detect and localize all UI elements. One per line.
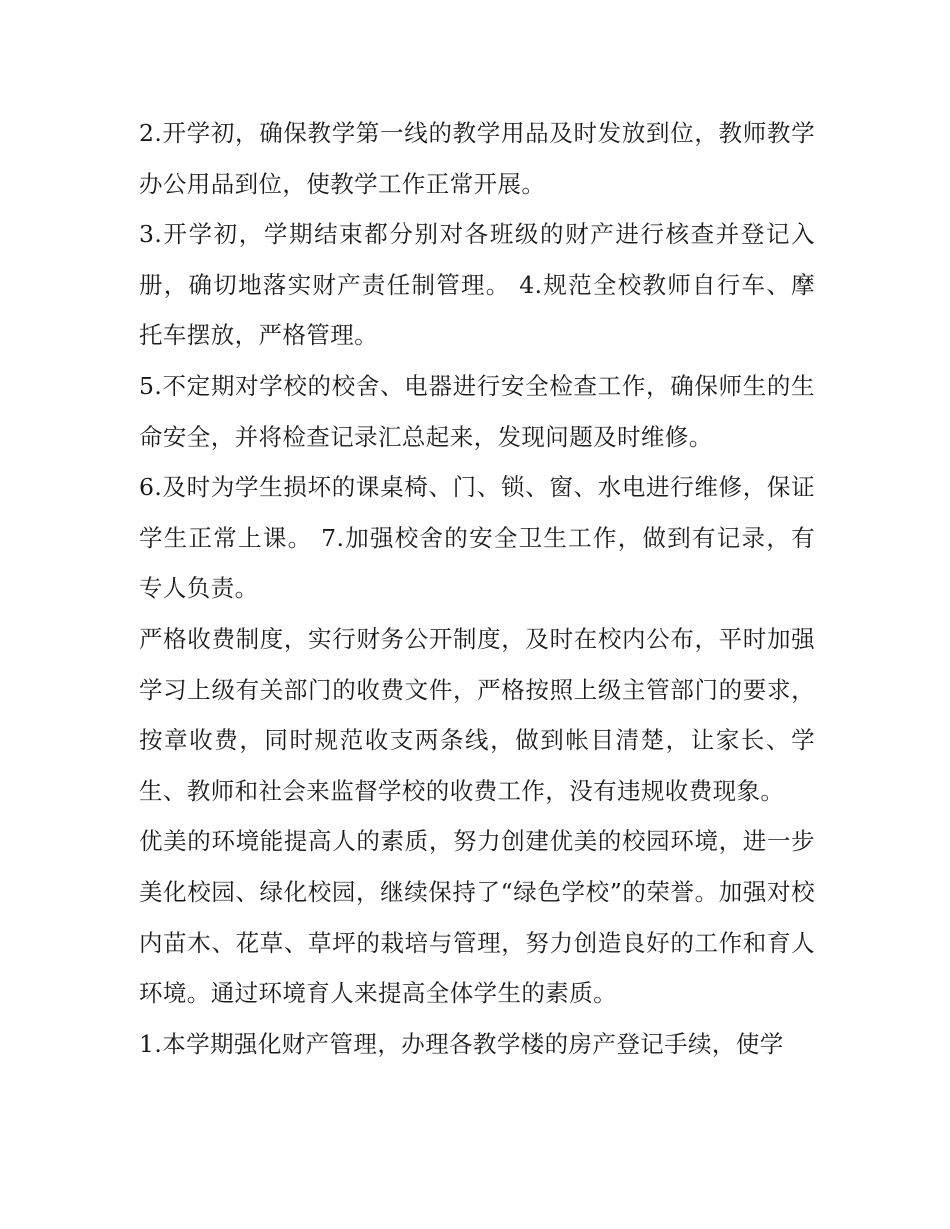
paragraph-repairs: 6.及时为学生损坏的课桌椅、门、锁、窗、水电进行维修，保证学生正常上课。 7.加强校舍的安全卫生工作，做到有记录，有专人负责。 [139, 473, 815, 603]
paragraph-property-check: 3.开学初，学期结束都分别对各班级的财产进行核查并登记入册，确切地落实财产责任制管理。 4.规范全校教师自行车、摩托车摆放，严格管理。 [139, 220, 815, 350]
paragraph-safety-inspection: 5.不定期对学校的校舍、电器进行安全检查工作，确保师生的生命安全，并将检查记录汇总起来，发现问题及时维修。 [139, 371, 815, 451]
paragraph-fees: 严格收费制度，实行财务公开制度，及时在校内公布，平时加强学习上级有关部门的收费文件，严格按照上级主管部门的要求，按章收费，同时规范收支两条线，做到帐目清楚，让家长、学生、教师和社会来监督学校的收费工作，没有违规收费现象。 [139, 624, 815, 805]
paragraph-supplies: 2.开学初，确保教学第一线的教学用品及时发放到位，教师教学办公用品到位，使教学工作正常开展。 [139, 119, 815, 198]
paragraph-environment: 优美的环境能提高人的素质，努力创建优美的校园环境，进一步美化校园、绿化校园，继续保持了“绿色学校”的荣誉。加强对校内苗木、花草、草坪的栽培与管理，努力创造良好的工作和育人环境。通过环境育人来提高全体学生的素质。 [139, 827, 815, 1008]
paragraph-property-management: 1.本学期强化财产管理，办理各教学楼的房产登记手续，使学 [139, 1029, 784, 1058]
document-body [139, 108, 815, 1069]
